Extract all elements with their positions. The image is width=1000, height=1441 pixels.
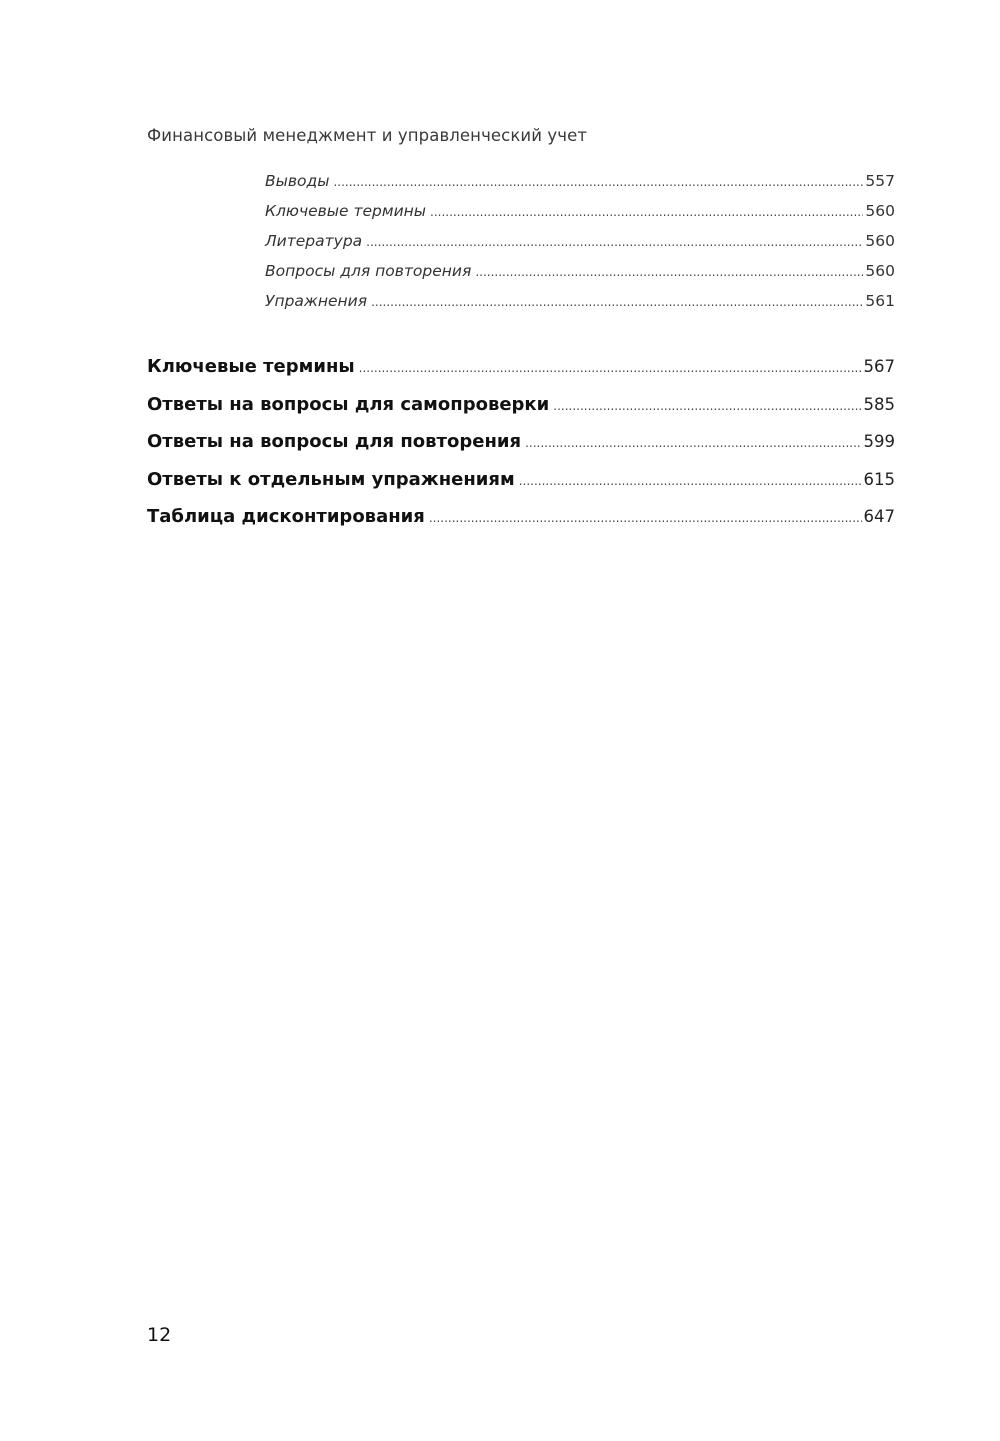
toc-entry-title: Ключевые термины [265,202,427,220]
dot-leader [519,474,862,488]
toc-entry-title: Вопросы для повторения [265,262,472,280]
toc-entry-page: 560 [865,262,895,280]
toc-entry-title: Ключевые термины [147,356,355,377]
toc-entry-page: 567 [863,357,895,376]
toc-subentry[interactable] [265,292,895,310]
toc-entry-page: 647 [863,507,895,526]
dot-leader [430,205,863,219]
toc-entry-page: 585 [863,395,895,414]
dot-leader [366,235,863,249]
dot-leader [333,175,863,189]
toc-entry[interactable] [147,356,895,377]
toc-entry[interactable] [147,506,895,527]
toc-entry-title: Литература [265,232,363,250]
page-number: 12 [147,1324,172,1346]
toc-entry-title: Ответы на вопросы для самопроверки [147,394,550,415]
toc-entry[interactable] [147,431,895,452]
toc-subentry[interactable] [265,172,895,190]
toc-subentry[interactable] [265,202,895,220]
running-header: Финансовый менеджмент и управленческий учет [147,126,588,145]
dot-leader [525,436,861,450]
toc-entry-title: Ответы к отдельным упражнениям [147,469,515,490]
toc-entry-page: 615 [863,470,895,489]
toc-entry-page: 560 [865,232,895,250]
dot-leader [429,511,862,525]
dot-leader [359,361,862,375]
toc-entry-page: 561 [865,292,895,310]
toc-entry[interactable] [147,469,895,490]
toc-entry[interactable] [147,394,895,415]
toc-entry-title: Таблица дисконтирования [147,506,425,527]
dot-leader [475,265,863,279]
toc-entry-title: Выводы [265,172,330,190]
toc-subentry[interactable] [265,232,895,250]
toc-entry-page: 557 [865,172,895,190]
toc-entry-page: 560 [865,202,895,220]
dot-leader [553,399,861,413]
toc-entry-title: Ответы на вопросы для повторения [147,431,522,452]
toc-entry-title: Упражнения [265,292,368,310]
toc-entry-page: 599 [863,432,895,451]
dot-leader [371,295,863,309]
toc-subentry[interactable] [265,262,895,280]
